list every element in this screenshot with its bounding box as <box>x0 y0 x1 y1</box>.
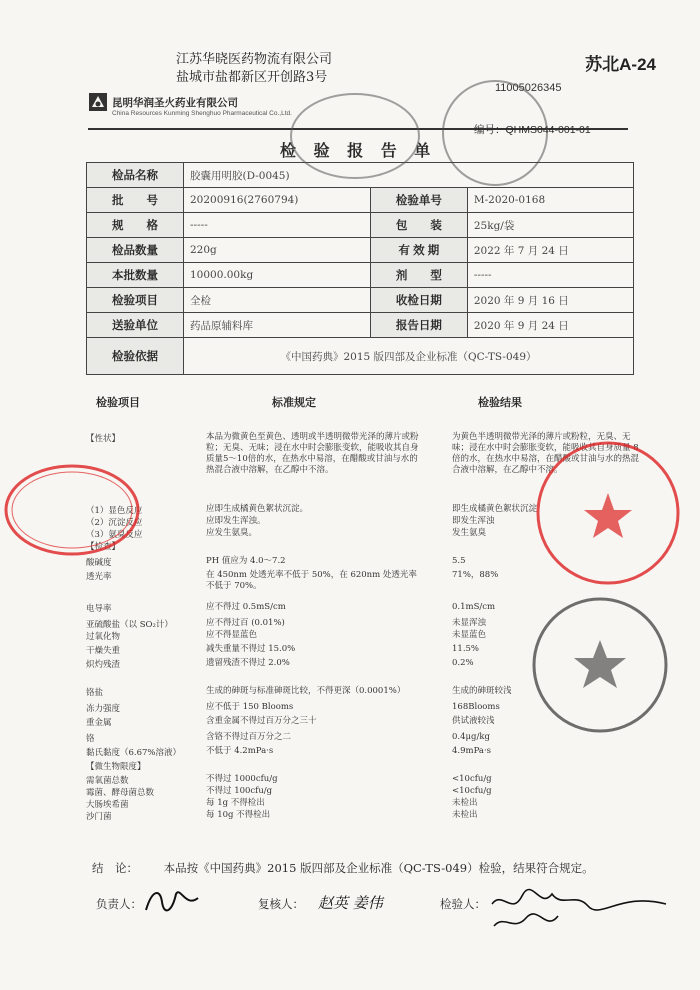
batch-value: 20200916(2760794) <box>184 188 371 213</box>
product-label: 检品名称 <box>87 163 184 188</box>
row-standard: 含铬不得过百万分之二 <box>206 732 292 742</box>
row-item: 【性状】 <box>86 434 121 444</box>
quality-dept-seal <box>0 455 150 565</box>
distributor-seal <box>528 438 688 588</box>
company-name-en: China Resources Kunming Shenghuo Pharmaceutical Co.,Ltd. <box>112 110 292 117</box>
sender-value: 药品原辅料库 <box>184 313 371 338</box>
row-result: 发生氨臭 <box>452 528 487 538</box>
row-result: 71%，88% <box>452 570 499 580</box>
test-item-label: 检验项目 <box>87 288 184 313</box>
row-standard: 本品为微黄色至黄色、透明或半透明微带光泽的薄片或粉粒；无臭、无味；浸在水中时会膨胀变软，能吸收其自身质量5～10倍的水，在热水中易溶，在醋酸或甘油与水的热混合液中溶解，在乙醇中不溶。 <box>206 432 419 475</box>
column-standard: 标准规定 <box>272 397 316 409</box>
quantity-label: 检品数量 <box>87 238 184 263</box>
test-item-value: 全检 <box>184 288 371 313</box>
basis-label: 检验依据 <box>87 338 184 375</box>
row-result: 0.4μg/kg <box>452 732 490 742</box>
inspector-label: 检验人： <box>440 897 486 911</box>
row-result: 11.5% <box>452 644 480 654</box>
manufacturer-seal <box>520 590 680 740</box>
row-result: 168Blooms <box>452 702 500 712</box>
report-title: 检 验 报 告 单 <box>280 141 437 160</box>
row-item: （1）显色反应 <box>86 506 143 516</box>
spec-value: ----- <box>184 213 371 238</box>
received-value: 2020 年 9 月 16 日 <box>467 288 633 313</box>
inspector-signature <box>490 886 670 936</box>
row-result: 生成的砷斑较浅 <box>452 686 512 696</box>
row-standard: 含重金属不得过百万分之三十 <box>206 716 317 726</box>
row-standard: 生成的砷斑与标准砷斑比较，不得更深（0.0001%） <box>206 686 406 696</box>
row-item: 炽灼残渣 <box>86 660 121 670</box>
info-row <box>87 288 634 313</box>
row-item: 沙门菌 <box>86 812 112 822</box>
spec-label: 规 格 <box>87 213 184 238</box>
row-item: 电导率 <box>86 604 112 614</box>
row-standard: 应即发生浑浊。 <box>206 516 266 526</box>
row-standard: PH 值应为 4.0～7.2 <box>206 556 286 566</box>
package-label: 包 装 <box>370 213 467 238</box>
row-standard: 每 1g 不得检出 <box>206 798 265 808</box>
distributor-address: 盐城市盐都新区开创路3号 <box>176 70 328 85</box>
row-item: 干燥失重 <box>86 646 121 656</box>
inspection-seal <box>285 86 425 186</box>
inspection-seal-2 <box>430 78 560 188</box>
row-standard: 遗留残渣不得过 2.0% <box>206 658 290 668</box>
row-item: 过氧化物 <box>86 632 121 642</box>
conclusion <box>92 860 594 876</box>
product-value: 胶囊用明胶(D-0045) <box>184 163 634 188</box>
row-item: （2）沉淀反应 <box>86 518 143 528</box>
info-row <box>87 213 634 238</box>
row-item: 铬盐 <box>86 688 104 698</box>
report-date-value: 2020 年 9 月 24 日 <box>467 313 633 338</box>
received-label: 收检日期 <box>370 288 467 313</box>
row-result: 5.5 <box>452 556 466 566</box>
sender-label: 送验单位 <box>87 313 184 338</box>
reviewer-label: 复核人： <box>258 897 304 911</box>
info-row <box>87 188 634 213</box>
reviewer-signature: 赵英 姜伟 <box>318 894 383 912</box>
report-date-label: 报告日期 <box>370 313 467 338</box>
row-item: 黏氏黏度（6.67%溶液） <box>86 748 182 758</box>
info-table <box>86 162 634 375</box>
responsible-label: 负责人： <box>96 897 142 911</box>
distributor-stamp: 江苏华晓医药物流有限公司 <box>176 52 333 67</box>
column-item: 检验项目 <box>96 397 140 409</box>
conclusion-text: 本品按《中国药典》2015 版四部及企业标准（QC-TS-049）检验，结果符合规定。 <box>163 861 594 875</box>
expiry-label: 有 效 期 <box>370 238 467 263</box>
row-item: 亚硫酸盐（以 SO₂计） <box>86 620 173 630</box>
row-result: 即生成橘黄色絮状沉淀 <box>452 504 538 514</box>
row-result: 供试液较浅 <box>452 716 495 726</box>
row-result: 0.1mS/cm <box>452 602 496 612</box>
row-standard: 应即生成橘黄色絮状沉淀。 <box>206 504 309 514</box>
company-logo <box>88 92 238 112</box>
row-standard: 应不得过 0.5mS/cm <box>206 602 286 612</box>
row-result: 为黄色半透明微带光泽的薄片或粉粒，无臭、无味；浸在水中时会膨胀变软，能吸收其自身质量 8 倍的水，在热水中易溶，在醋酸或甘油与水的热混合液中溶解，在乙醇中不溶。 <box>452 432 640 475</box>
serial-number: 11005026345 <box>495 82 562 94</box>
row-result: 未检出 <box>452 798 478 808</box>
batch-qty-label: 本批数量 <box>87 263 184 288</box>
batch-label: 批 号 <box>87 188 184 213</box>
row-item: 大肠埃希菌 <box>86 800 129 810</box>
company-logo-icon <box>88 92 108 112</box>
document-number: 编号：QHMS044-001-01 <box>474 124 591 136</box>
row-item: 铬 <box>86 734 95 744</box>
row-item: 重金属 <box>86 718 112 728</box>
row-standard: 不得过 1000cfu/g <box>206 774 278 784</box>
conclusion-label: 结 论： <box>92 861 138 875</box>
row-item: （3）氨臭反应 <box>86 530 143 540</box>
company-name: 昆明华润圣火药业有限公司 <box>112 96 238 109</box>
row-item: 冻力强度 <box>86 704 121 714</box>
row-result: 未显蓝色 <box>452 630 487 640</box>
row-standard: 应不低于 150 Blooms <box>206 702 294 712</box>
row-item: 【微生物限度】 <box>86 762 146 772</box>
row-result: 0.2% <box>452 658 474 668</box>
dosage-value: ----- <box>467 263 633 288</box>
package-value: 25kg/袋 <box>467 213 633 238</box>
info-row <box>87 238 634 263</box>
expiry-value: 2022 年 7 月 24 日 <box>467 238 633 263</box>
row-standard: 在 450nm 处透光率不低于 50%，在 620nm 处透光率不低于 70%。 <box>206 570 417 591</box>
row-standard: 不低于 4.2mPa·s <box>206 746 274 756</box>
info-row <box>87 263 634 288</box>
row-result: 即发生浑浊 <box>452 516 495 526</box>
row-standard: 应发生氨臭。 <box>206 528 258 538</box>
row-standard: 减失重量不得过 15.0% <box>206 644 296 654</box>
row-standard: 每 10g 不得检出 <box>206 810 271 820</box>
row-item: 酸碱度 <box>86 558 112 568</box>
shelf-code: 苏北A-24 <box>585 55 656 74</box>
row-standard: 应不得显蓝色 <box>206 630 258 640</box>
responsible-signature <box>142 882 202 918</box>
row-result: 未显浑浊 <box>452 618 487 628</box>
row-item: 【检查】 <box>86 542 121 552</box>
row-result: <10cfu/g <box>452 774 492 784</box>
row-standard: 不得过 100cfu/g <box>206 786 273 796</box>
test-no-value: M-2020-0168 <box>467 188 633 213</box>
test-no-label: 检验单号 <box>370 188 467 213</box>
row-result: 4.9mPa·s <box>452 746 492 756</box>
quantity-value: 220g <box>184 238 371 263</box>
column-result: 检验结果 <box>478 397 522 409</box>
row-item: 透光率 <box>86 572 112 582</box>
info-row <box>87 338 634 375</box>
row-result: <10cfu/g <box>452 786 492 796</box>
batch-qty-value: 10000.00kg <box>184 263 371 288</box>
row-item: 需氧菌总数 <box>86 776 129 786</box>
row-item: 霉菌、酵母菌总数 <box>86 788 155 798</box>
info-row <box>87 313 634 338</box>
basis-value: 《中国药典》2015 版四部及企业标准（QC-TS-049） <box>184 338 634 375</box>
row-standard: 应不得过百 (0.01%) <box>206 618 285 628</box>
dosage-label: 剂 型 <box>370 263 467 288</box>
row-result: 未检出 <box>452 810 478 820</box>
